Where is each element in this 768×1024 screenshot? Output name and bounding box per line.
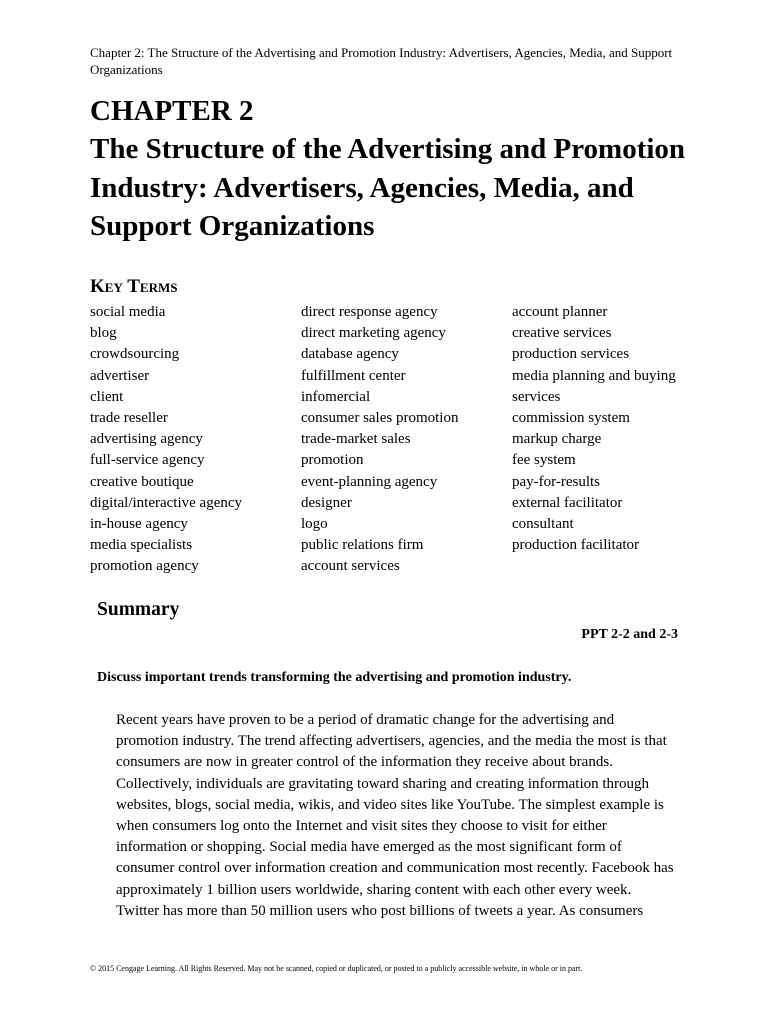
key-term: direct response agency <box>301 304 438 320</box>
paragraph-line: approximately 1 billion users worldwide, sharing content with each other every week. <box>116 881 632 898</box>
key-term: client <box>90 388 124 405</box>
key-term: pay-for-results <box>512 473 601 490</box>
key-term: infomercial <box>301 388 371 405</box>
key-terms-column-2 <box>301 302 458 578</box>
learning-objective: Discuss important trends transforming the advertising and promotion industry. <box>97 670 572 685</box>
chapter-title-line: Support Organizations <box>90 210 375 242</box>
key-term: full-service agency <box>90 452 205 469</box>
paragraph-line: information or shopping. Social media have emerged as the most significant form of <box>116 839 622 856</box>
key-term: promotion agency <box>90 558 199 575</box>
key-term: external facilitator <box>512 494 623 511</box>
paragraph-line: Collectively, individuals are gravitating toward sharing and creating information through <box>116 775 650 792</box>
paragraph-line: consumer control over information creation and communication most recently. Facebook has <box>116 860 674 877</box>
key-term: consumer sales promotion <box>301 410 459 427</box>
key-term: public relations firm <box>301 537 424 554</box>
key-term: database agency <box>301 346 399 363</box>
key-term: account planner <box>512 304 608 320</box>
chapter-title-line: Industry: Advertisers, Agencies, Media, and <box>90 171 634 204</box>
key-term: creative boutique <box>90 473 194 490</box>
key-terms-heading: Key Terms <box>90 276 178 297</box>
running-header: Chapter 2: The Structure of the Advertising and Promotion Industry: Advertisers, Agencies, Media, and Support Organizations <box>90 45 673 77</box>
paragraph-line: when consumers log onto the Internet and visit sites they choose to visit for either <box>116 818 607 835</box>
key-term: crowdsourcing <box>90 346 180 363</box>
summary-paragraph <box>116 710 686 922</box>
key-term: advertiser <box>90 367 150 384</box>
key-term: production services <box>512 346 630 363</box>
key-term: direct marketing agency <box>301 325 446 342</box>
key-term: trade-market sales <box>301 431 411 448</box>
key-term: creative services <box>512 325 612 342</box>
key-term: logo <box>301 516 328 533</box>
ppt-reference: PPT 2-2 and 2-3 <box>581 627 678 642</box>
key-term: event-planning agency <box>301 473 438 490</box>
key-terms-column-3 <box>512 302 676 556</box>
key-term: social media <box>90 304 166 320</box>
key-term: fee system <box>512 452 576 469</box>
chapter-title <box>90 130 690 246</box>
key-term: commission system <box>512 410 630 427</box>
key-term: digital/interactive agency <box>90 494 243 511</box>
key-term: production facilitator <box>512 537 640 554</box>
chapter-title-line: The Structure of the Advertising and Promotion <box>90 133 686 165</box>
key-terms-column-1 <box>90 302 242 578</box>
key-term: promotion <box>301 452 364 469</box>
key-term: account services <box>301 558 400 575</box>
paragraph-line: websites, blogs, social media, wikis, and video sites like YouTube. The simplest example is <box>116 796 664 813</box>
chapter-label: CHAPTER 2 <box>90 95 254 127</box>
summary-heading: Summary <box>97 599 180 620</box>
key-term: designer <box>301 494 352 511</box>
key-term: media specialists <box>90 537 193 554</box>
paragraph-line: promotion industry. The trend affecting advertisers, agencies, and the media the most is that <box>116 733 667 750</box>
key-term: consultant <box>512 516 574 533</box>
key-term: media planning and buying <box>512 367 676 384</box>
key-term: fulfillment center <box>301 367 406 384</box>
key-term: services <box>512 388 561 405</box>
key-term: advertising agency <box>90 431 203 448</box>
paragraph-line: consumers are now in greater control of the information they receive about brands. <box>116 754 613 771</box>
paragraph-line: Twitter has more than 50 million users who post billions of tweets a year. As consumers <box>116 902 644 919</box>
key-term: markup charge <box>512 431 602 448</box>
key-term: trade reseller <box>90 410 168 427</box>
key-term: in-house agency <box>90 516 188 533</box>
key-term: blog <box>90 325 117 342</box>
paragraph-line: Recent years have proven to be a period of dramatic change for the advertising and <box>116 712 615 728</box>
copyright-footer: © 2015 Cengage Learning. All Rights Reserved. May not be scanned, copied or duplicated, or posted to a publicly accessible website, in whole or in part. <box>90 964 583 973</box>
